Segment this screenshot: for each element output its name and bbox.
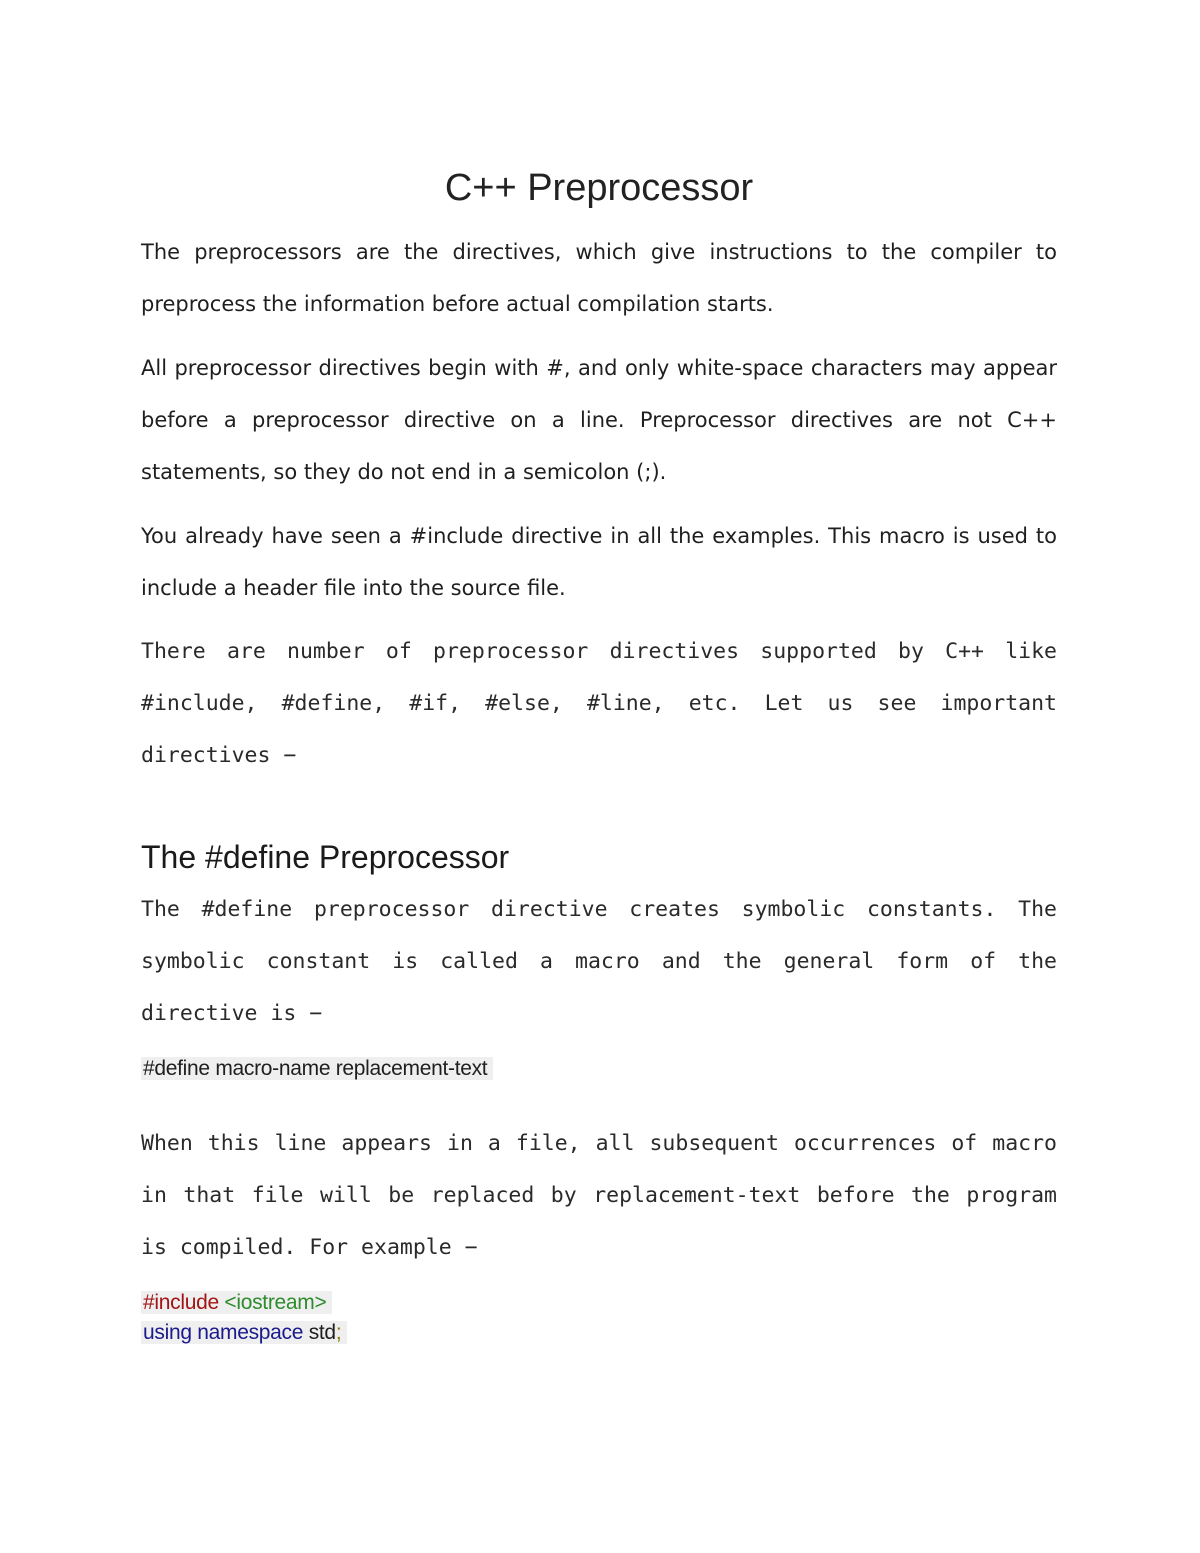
define-syntax-block	[141, 1054, 1057, 1084]
page-title: C++ Preprocessor	[444, 167, 754, 209]
code-semicolon: ;	[335, 1321, 342, 1344]
code-line-using	[141, 1318, 1057, 1348]
section-heading-define: The #define Preprocessor	[141, 839, 510, 875]
define-syntax-code: #define macro-name replacement-text	[141, 1057, 493, 1080]
paragraph-include-example: You already have seen a #include directive in all the examples. This macro is used to include a header file into the source file.	[141, 524, 1057, 600]
paragraph-define-explanation: When this line appears in a file, all subsequent occurrences of macro in that file will be replaced by replacement-text before the program is compiled. For example −	[141, 1131, 1057, 1260]
document-page	[141, 160, 1057, 1348]
paragraph-define-intro: The #define preprocessor directive creates symbolic constants. The symbolic constant is called a macro and the general form of the directive is −	[141, 897, 1057, 1026]
code-line-using-highlight	[141, 1321, 347, 1344]
paragraph-intro: The preprocessors are the directives, which give instructions to the compiler to preprocess the information before actual compilation starts.	[141, 240, 1057, 316]
code-example-block	[141, 1288, 1057, 1348]
code-namespace-keyword: namespace	[197, 1321, 304, 1344]
code-include-header: <iostream>	[224, 1291, 327, 1314]
code-line-include-highlight	[141, 1291, 332, 1314]
paragraph-directive-list: There are number of preprocessor directives supported by C++ like #include, #define, #if, #else, #line, etc. Let us see important directives −	[141, 639, 1057, 768]
paragraph-directives-hash: All preprocessor directives begin with #, and only white-space characters may appear before a preprocessor directive on a line. Preprocessor directives are not C++ statements, so they do not end in a semicolon (;).	[141, 356, 1057, 484]
code-using-keyword: using	[143, 1321, 192, 1344]
code-line-include	[141, 1288, 1057, 1318]
code-include-directive: #include	[143, 1291, 219, 1314]
code-std-identifier: std	[308, 1321, 336, 1344]
